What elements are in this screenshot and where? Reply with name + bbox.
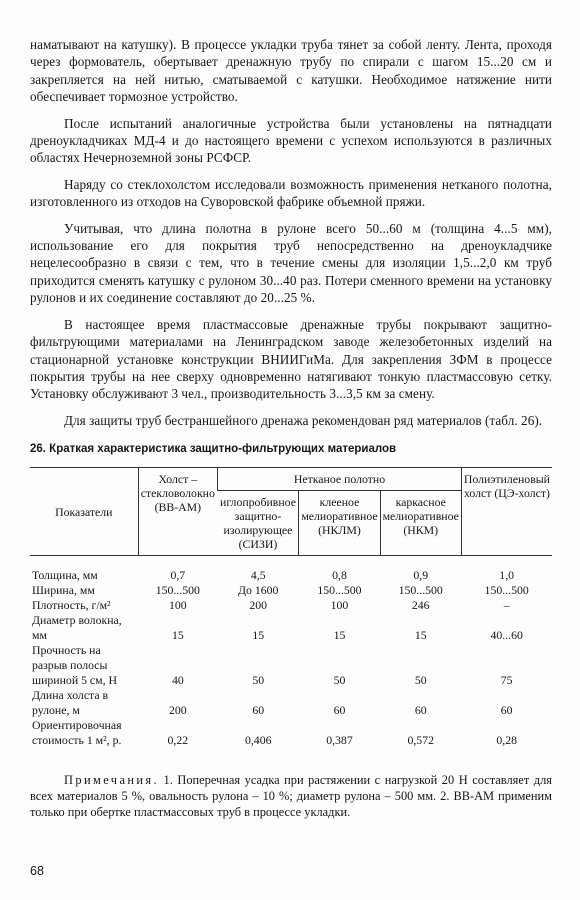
table-cell: 40 — [171, 673, 184, 688]
table-cell: 60 — [333, 703, 346, 718]
table-cell: 60 — [252, 703, 265, 718]
header-sizi: иглопробивное защитно-изолирующее (СИЗИ) — [218, 491, 299, 556]
header-holst: Холст – стекловолокно (ВВ-АМ) — [138, 468, 218, 556]
table-cell: 15 — [252, 628, 265, 643]
table-cell: До 1600 — [237, 583, 279, 598]
table-cell: 15 — [414, 628, 427, 643]
table-cell: 75 — [500, 673, 513, 688]
table-row — [30, 556, 552, 584]
header-nklm: клееное мелиоративное (НКЛМ) — [299, 491, 380, 556]
table-cell: 60 — [414, 703, 427, 718]
header-pe-holst: Полиэтиленовый холст (ЦЭ-холст) — [461, 468, 552, 556]
table-cell: 0,8 — [332, 568, 347, 583]
table-row — [30, 583, 552, 598]
table-caption: 26. Краткая характеристика защитно-фильтрующих материалов — [30, 443, 397, 456]
paragraph: Для защиты труб бестраншейного дренажа рекомендован ряд материалов (табл. 26). — [64, 412, 543, 428]
table-cell: 0,7 — [170, 568, 186, 583]
table-row — [30, 688, 552, 718]
table-cell: 246 — [411, 598, 430, 613]
table-cell: 15 — [333, 628, 346, 643]
paragraph: Учитывая, что длина полотна в рулоне всего 50...60 м (толщина 4...5 мм), использование его для покрытия труб непосредственно на дреноукладчике нецелесообразно в связи с тем, что в течение смены для изоляции 1,5...2,0 км труб приходится сменять катушку с рулоном 30...40 раз. Потери сменного времени на установку рулонов и их соединение составляют до 20...25 %. — [30, 220, 552, 306]
body-text — [30, 36, 552, 429]
table-row — [30, 643, 552, 688]
table-notes — [30, 772, 552, 820]
notes-text: 1. Поперечная усадка при растяжении с нагрузкой 20 Н составляет для всех материалов 5 %, овальность рулона – 10 %; диаметр рулона – 500 мм. 2. ВВ-АМ применим только при обертке пластмассовых труб в процессе укладки. — [30, 773, 552, 820]
table-cell: 0,406 — [244, 733, 272, 748]
row-label: Ориентировочная стоимость 1 м², р. — [32, 718, 122, 748]
table-cell: 4,5 — [250, 568, 266, 583]
table-cell: 100 — [330, 598, 349, 613]
table-cell: 200 — [249, 598, 268, 613]
row-label: Диаметр волокна, мм — [32, 613, 122, 643]
table-cell: 50 — [414, 673, 427, 688]
paragraph: В настоящее время пластмассовые дренажные трубы покрывают защитно-фильтрующими материалами на Ленинградском заводе железобетонных изделий на стационарной установке конструкции ВНИИГиМа. Для закрепления ЗФМ в процессе покрытия трубы на нее сверху одновременно натягивают тонкую пластмассовую сетку. Установку обслуживают 3 чел., производительность 3...3,5 км за смену. — [30, 316, 552, 402]
table-cell: 1,0 — [499, 568, 515, 583]
page-number: 68 — [30, 864, 44, 878]
table-cell: 150...500 — [398, 583, 443, 598]
materials-table — [30, 467, 552, 748]
table-cell: 50 — [252, 673, 265, 688]
table-cell: 150...500 — [317, 583, 362, 598]
paragraph: наматывают на катушку). В процессе укладки труба тянет за собой ленту. Лента, проходя через формователь, обертывает дренажную трубу по спирали с шагом 15...20 см и закрепляется на ней нитью, сматываемой с катушки. Необходимое натяжение нити обеспечивает тормозное устройство. — [30, 37, 552, 105]
table-cell: 0,28 — [496, 733, 517, 748]
table-cell: 100 — [168, 598, 187, 613]
table-row — [30, 613, 552, 643]
row-label: Ширина, мм — [32, 583, 95, 598]
table-cell: 15 — [171, 628, 184, 643]
header-nonwoven-group: Нетканое полотно — [218, 468, 462, 491]
row-label: Длина холста в рулоне, м — [32, 688, 109, 718]
table-row — [30, 598, 552, 613]
row-label: Прочность на разрыв полосы шириной 5 см, Н — [32, 643, 118, 688]
row-label: Плотность, г/м² — [32, 598, 111, 613]
table-cell: 0,387 — [326, 733, 353, 748]
paragraph: Наряду со стеклохолстом исследовали возможность применения нетканого полотна, изготовленного из отходов на Суворовской фабрике объемной пряжи. — [30, 176, 552, 210]
table-cell: 40...60 — [490, 628, 523, 643]
header-indicators: Показатели — [30, 468, 138, 556]
table-row — [30, 718, 552, 748]
table-cell: 150...500 — [155, 583, 200, 598]
table-cell: 200 — [168, 703, 187, 718]
header-nkm: каркасное мелиоративное (НКМ) — [380, 491, 461, 556]
table-cell: 50 — [333, 673, 346, 688]
paragraph: После испытаний аналогичные устройства были установлены на пятнадцати дреноукладчиках МД-4 и до настоящего времени с успехом используются в различных областях Нечерноземной зоны РСФСР. — [30, 115, 552, 166]
table-cell: 0,9 — [413, 568, 429, 583]
table-cell: – — [503, 598, 510, 613]
table-cell: 60 — [500, 703, 513, 718]
table-cell: 0,572 — [407, 733, 434, 748]
table-cell: 150...500 — [484, 583, 529, 598]
row-label: Толщина, мм — [32, 568, 98, 583]
notes-heading: Примечания. — [64, 773, 159, 788]
table-cell: 0,22 — [167, 733, 189, 748]
